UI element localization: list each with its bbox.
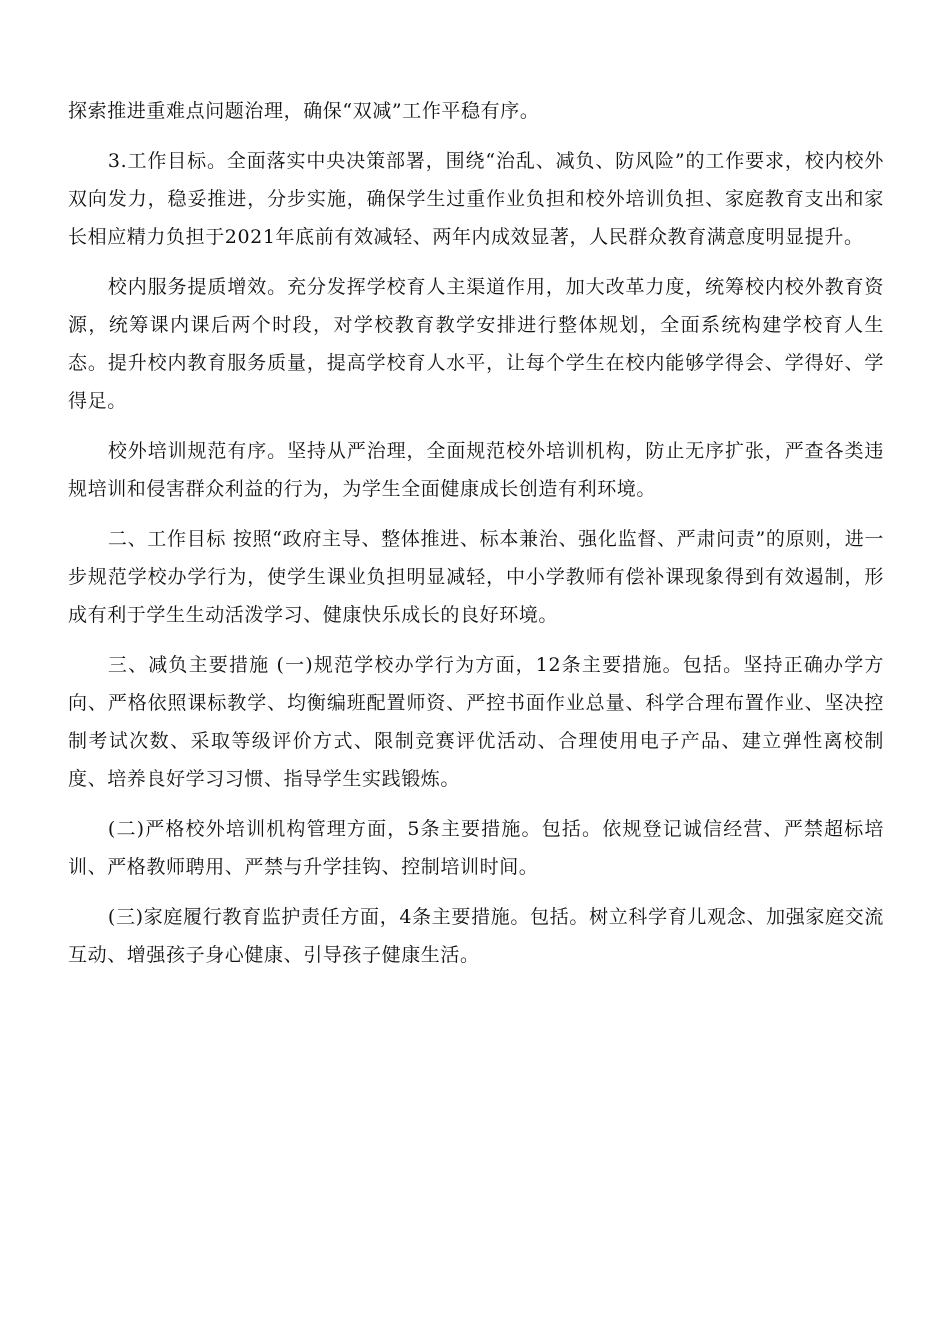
paragraph-in-school-service: 校内服务提质增效。充分发挥学校育人主渠道作用，加大改革力度，统筹校内校外教育资源，统筹课内课后两个时段，对学校教育教学安排进行整体规划，全面系统构建学校育人生态。提升校内教育服务质量，提高学校育人水平，让每个学生在校内能够学得会、学得好、学得足。 bbox=[68, 276, 884, 412]
paragraph-section-three: 三、减负主要措施 (一)规范学校办学行为方面，12条主要措施。包括。坚持正确办学方向、严格依照课标教学、均衡编班配置师资、严控书面作业总量、科学合理布置作业、坚决控制考试次数、采取等级评价方式、限制竞赛评优活动、合理使用电子产品、建立弹性离校制度、培养良好学习习惯、指导学生实践锻炼。 bbox=[68, 654, 884, 790]
document-body bbox=[68, 92, 884, 986]
paragraph-training-management: (二)严格校外培训机构管理方面，5条主要措施。包括。依规登记诚信经营、严禁超标培训、严格教师聘用、严禁与升学挂钩、控制培训时间。 bbox=[68, 818, 884, 878]
paragraph-continuation: 探索推进重难点问题治理，确保“双减”工作平稳有序。 bbox=[68, 100, 540, 122]
paragraph-off-campus-training: 校外培训规范有序。坚持从严治理，全面规范校外培训机构，防止无序扩张，严查各类违规培训和侵害群众利益的行为，为学生全面健康成长创造有利环境。 bbox=[68, 440, 884, 500]
paragraph-work-goal: 3.工作目标。全面落实中央决策部署，围绕“治乱、减负、防风险”的工作要求，校内校外双向发力，稳妥推进，分步实施，确保学生过重作业负担和校外培训负担、家庭教育支出和家长相应精力负担于2021年底前有效减轻、两年内成效显著，人民群众教育满意度明显提升。 bbox=[68, 150, 884, 248]
paragraph-family-responsibility: (三)家庭履行教育监护责任方面，4条主要措施。包括。树立科学育儿观念、加强家庭交流互动、增强孩子身心健康、引导孩子健康生活。 bbox=[68, 906, 884, 966]
paragraph-section-two: 二、工作目标 按照“政府主导、整体推进、标本兼治、强化监督、严肃问责”的原则，进一步规范学校办学行为，使学生课业负担明显减轻，中小学教师有偿补课现象得到有效遏制，形成有利于学生生动活泼学习、健康快乐成长的良好环境。 bbox=[68, 528, 884, 626]
